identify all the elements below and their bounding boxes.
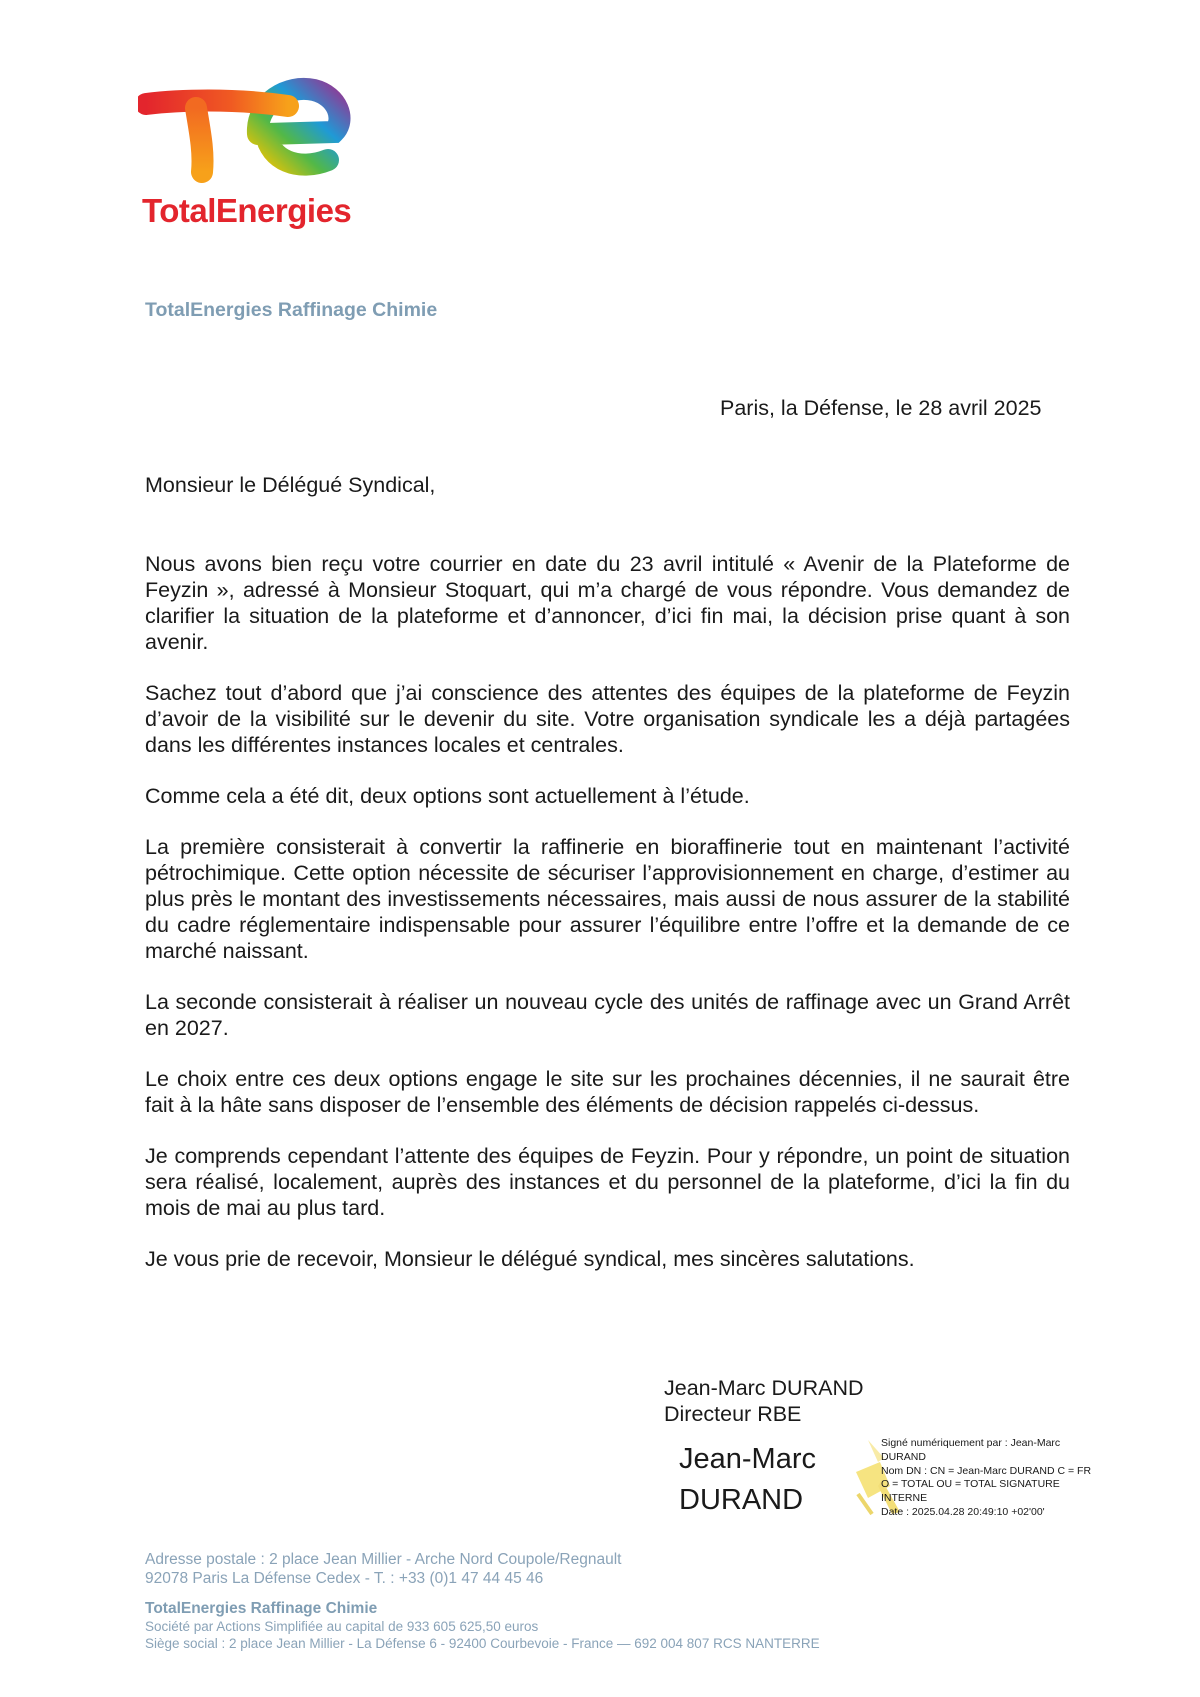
date-line: Paris, la Défense, le 28 avril 2025 (720, 396, 1042, 420)
signature-detail-line: Signé numériquement par : Jean-Marc (881, 1437, 1061, 1449)
paragraph: Sachez tout d’abord que j’ai conscience des attentes des équipes de la plateforme de Feyzin d’avoir de la visibilité sur le devenir du site. Votre organisation syndicale les a déjà partagées dans les différentes instances locales et centrales. (145, 681, 1070, 757)
paragraph: Le choix entre ces deux options engage le site sur les prochaines décennies, il ne saurait être fait à la hâte sans disposer de l’ensemble des éléments de décision rappelés ci-dessus. (145, 1067, 1070, 1117)
signature-detail-line: INTERNE (881, 1492, 928, 1505)
footer-legal-line: Société par Actions Simplifiée au capital de 933 605 625,50 euros (145, 1619, 539, 1634)
signature-detail-line: DURAND (881, 1450, 926, 1463)
paragraph: La seconde consisterait à réaliser un nouveau cycle des unités de raffinage avec un Grand Arrêt en 2027. (145, 990, 1070, 1040)
logo-wordmark: TotalEnergies (142, 192, 352, 229)
salutation: Monsieur le Délégué Syndical, (145, 473, 436, 497)
signatory-block (664, 1375, 864, 1427)
paragraph: Je comprends cependant l’attente des équipes de Feyzin. Pour y répondre, un point de situation sera réalisé, localement, auprès des instances et du personnel de la plateforme, d’ici la fin du mois de mai au plus tard. (145, 1144, 1070, 1220)
signatory-name: Jean-Marc DURAND (664, 1376, 864, 1400)
paragraph: Comme cela a été dit, deux options sont actuellement à l’étude. (145, 784, 750, 808)
signatory-title: Directeur RBE (664, 1402, 802, 1426)
footer-address-line: Adresse postale : 2 place Jean Millier - Arche Nord Coupole/Regnault (145, 1551, 622, 1568)
footer-company: TotalEnergies Raffinage Chimie (145, 1600, 378, 1617)
paragraph: Je vous prie de recevoir, Monsieur le délégué syndical, mes sincères salutations. (145, 1247, 915, 1271)
letter-footer (145, 1550, 820, 1652)
paragraph: Nous avons bien reçu votre courrier en date du 23 avril intitulé « Avenir de la Plateforme de Feyzin », adressé à Monsieur Stoquart, qui m’a chargé de vous répondre. Vous demandez de clarifier la situation de la plateforme et d’annoncer, d’ici fin mai, la décision prise quant à son avenir. (145, 552, 1070, 654)
totalenergies-emblem-icon (138, 72, 353, 192)
signature-first-name: Jean-Marc (679, 1443, 816, 1475)
letterhead-company: TotalEnergies Raffinage Chimie (145, 299, 438, 321)
signature-detail-line: Date : 2025.04.28 20:49:10 +02'00' (881, 1505, 1045, 1518)
footer-legal-line: Siège social : 2 place Jean Millier - La Défense 6 - 92400 Courbevoie - France — 692 004 807 RCS NANTERRE (145, 1636, 820, 1651)
paragraph: La première consisterait à convertir la raffinerie en bioraffinerie tout en maintenant l’activité pétrochimique. Cette option nécessite de sécuriser l’approvisionnement en charge, d’estimer au plus près le montant des investissements nécessaires, mais aussi de nous assurer de la stabilité du cadre réglementaire indispensable pour assurer l’équilibre entre l’offre et la demande de ce marché naissant. (145, 835, 1070, 963)
signature-last-name: DURAND (679, 1484, 804, 1516)
footer-address-line: 92078 Paris La Défense Cedex - T. : +33 (0)1 47 44 45 46 (145, 1570, 544, 1587)
company-logo (130, 62, 360, 240)
signature-detail-line: O = TOTAL OU = TOTAL SIGNATURE (881, 1478, 1060, 1491)
digital-signature-details (881, 1437, 1101, 1520)
signature-detail-line: Nom DN : CN = Jean-Marc DURAND C = FR (881, 1464, 1092, 1477)
letter-body (145, 551, 1070, 1297)
signature-display-name (679, 1439, 816, 1521)
